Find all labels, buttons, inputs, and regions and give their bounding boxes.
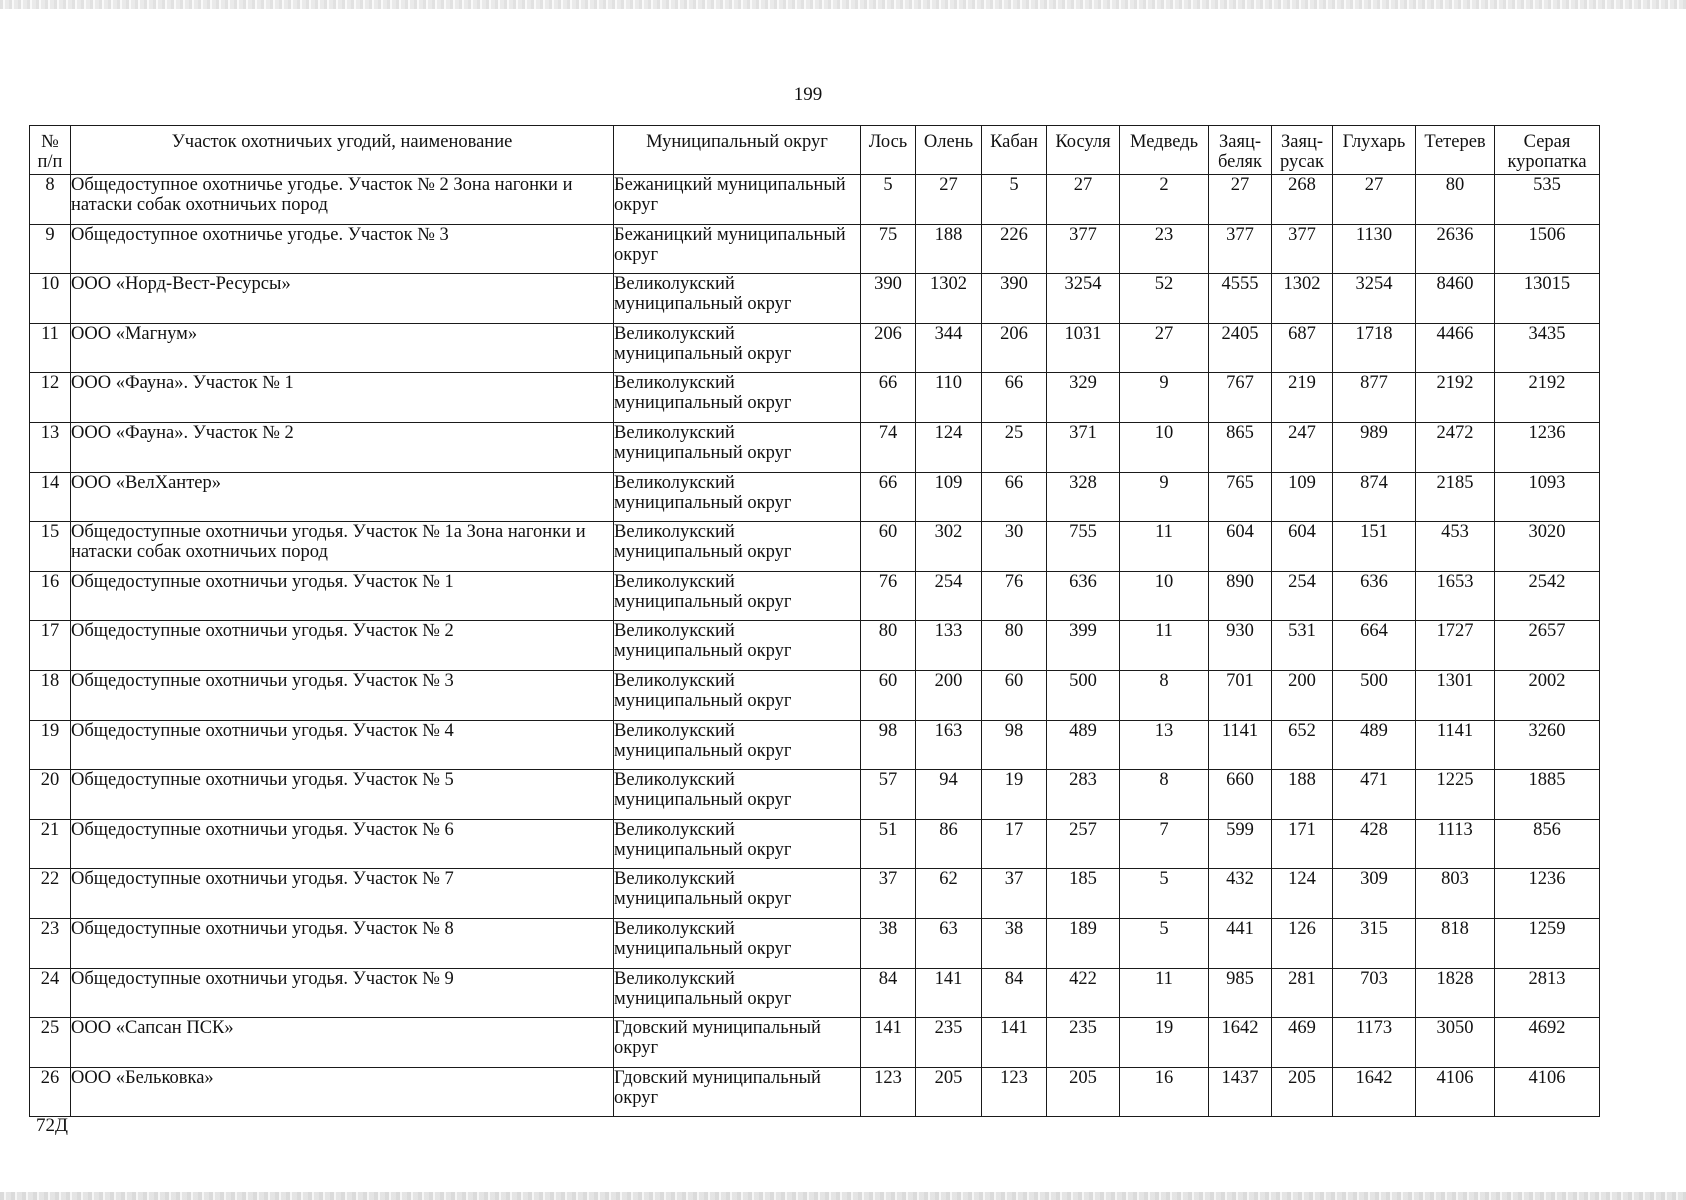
cell-black-grouse: 8460 xyxy=(1416,274,1495,324)
header-number: № п/п xyxy=(30,126,71,175)
cell-roe-deer: 377 xyxy=(1047,224,1120,274)
cell-elk: 74 xyxy=(861,422,916,472)
cell-boar: 30 xyxy=(982,522,1047,572)
table-row xyxy=(30,869,1600,919)
cell-deer: 109 xyxy=(916,472,982,522)
scan-edge-bottom xyxy=(0,1192,1686,1200)
cell-bear: 8 xyxy=(1120,670,1209,720)
table-header-row xyxy=(30,126,1600,175)
cell-capercaillie: 877 xyxy=(1333,373,1416,423)
cell-roe-deer: 3254 xyxy=(1047,274,1120,324)
cell-deer: 188 xyxy=(916,224,982,274)
cell-number: 22 xyxy=(30,869,71,919)
cell-black-grouse: 2185 xyxy=(1416,472,1495,522)
cell-grey-partridge: 2542 xyxy=(1495,571,1600,621)
cell-area-name: ООО «Норд-Вест-Ресурсы» xyxy=(71,274,614,324)
cell-black-grouse: 818 xyxy=(1416,918,1495,968)
cell-brown-hare: 687 xyxy=(1272,323,1333,373)
header-bear: Медведь xyxy=(1120,126,1209,175)
cell-municipal-district: Великолукский муниципальный округ xyxy=(614,819,861,869)
cell-brown-hare: 377 xyxy=(1272,224,1333,274)
cell-bear: 11 xyxy=(1120,621,1209,671)
cell-deer: 1302 xyxy=(916,274,982,324)
cell-elk: 80 xyxy=(861,621,916,671)
cell-roe-deer: 371 xyxy=(1047,422,1120,472)
page-number: 199 xyxy=(793,84,823,105)
cell-area-name: ООО «Бельковка» xyxy=(71,1067,614,1117)
cell-grey-partridge: 2657 xyxy=(1495,621,1600,671)
table-row xyxy=(30,373,1600,423)
cell-capercaillie: 500 xyxy=(1333,670,1416,720)
cell-boar: 19 xyxy=(982,770,1047,820)
cell-brown-hare: 531 xyxy=(1272,621,1333,671)
header-elk: Лось xyxy=(861,126,916,175)
cell-area-name: Общедоступное охотничье угодье. Участок № 3 xyxy=(71,224,614,274)
cell-municipal-district: Великолукский муниципальный округ xyxy=(614,323,861,373)
cell-brown-hare: 188 xyxy=(1272,770,1333,820)
cell-capercaillie: 1718 xyxy=(1333,323,1416,373)
cell-mountain-hare: 2405 xyxy=(1209,323,1272,373)
cell-mountain-hare: 604 xyxy=(1209,522,1272,572)
cell-grey-partridge: 4692 xyxy=(1495,1018,1600,1068)
cell-mountain-hare: 767 xyxy=(1209,373,1272,423)
cell-municipal-district: Бежаницкий муниципальный округ xyxy=(614,224,861,274)
cell-brown-hare: 219 xyxy=(1272,373,1333,423)
cell-municipal-district: Великолукский муниципальный округ xyxy=(614,670,861,720)
cell-grey-partridge: 13015 xyxy=(1495,274,1600,324)
table-row xyxy=(30,224,1600,274)
table-row xyxy=(30,621,1600,671)
cell-boar: 98 xyxy=(982,720,1047,770)
cell-number: 15 xyxy=(30,522,71,572)
cell-mountain-hare: 4555 xyxy=(1209,274,1272,324)
cell-number: 20 xyxy=(30,770,71,820)
cell-elk: 51 xyxy=(861,819,916,869)
cell-black-grouse: 80 xyxy=(1416,175,1495,225)
cell-municipal-district: Великолукский муниципальный округ xyxy=(614,373,861,423)
cell-black-grouse: 1301 xyxy=(1416,670,1495,720)
cell-boar: 60 xyxy=(982,670,1047,720)
cell-mountain-hare: 701 xyxy=(1209,670,1272,720)
cell-deer: 163 xyxy=(916,720,982,770)
header-boar: Кабан xyxy=(982,126,1047,175)
cell-deer: 110 xyxy=(916,373,982,423)
cell-boar: 206 xyxy=(982,323,1047,373)
cell-brown-hare: 205 xyxy=(1272,1067,1333,1117)
cell-brown-hare: 171 xyxy=(1272,819,1333,869)
cell-black-grouse: 2192 xyxy=(1416,373,1495,423)
cell-capercaillie: 151 xyxy=(1333,522,1416,572)
cell-roe-deer: 636 xyxy=(1047,571,1120,621)
cell-elk: 75 xyxy=(861,224,916,274)
cell-area-name: Общедоступные охотничьи угодья. Участок № 3 xyxy=(71,670,614,720)
cell-black-grouse: 1653 xyxy=(1416,571,1495,621)
cell-number: 21 xyxy=(30,819,71,869)
cell-capercaillie: 1642 xyxy=(1333,1067,1416,1117)
cell-area-name: Общедоступные охотничьи угодья. Участок № 8 xyxy=(71,918,614,968)
cell-brown-hare: 254 xyxy=(1272,571,1333,621)
table-row xyxy=(30,175,1600,225)
cell-grey-partridge: 1506 xyxy=(1495,224,1600,274)
cell-area-name: ООО «Магнум» xyxy=(71,323,614,373)
cell-elk: 60 xyxy=(861,670,916,720)
cell-capercaillie: 636 xyxy=(1333,571,1416,621)
cell-boar: 5 xyxy=(982,175,1047,225)
cell-elk: 123 xyxy=(861,1067,916,1117)
cell-municipal-district: Бежаницкий муниципальный округ xyxy=(614,175,861,225)
header-black-grouse: Тетерев xyxy=(1416,126,1495,175)
cell-boar: 141 xyxy=(982,1018,1047,1068)
cell-roe-deer: 1031 xyxy=(1047,323,1120,373)
cell-mountain-hare: 985 xyxy=(1209,968,1272,1018)
cell-brown-hare: 247 xyxy=(1272,422,1333,472)
cell-black-grouse: 803 xyxy=(1416,869,1495,919)
cell-area-name: Общедоступные охотничьи угодья. Участок № 7 xyxy=(71,869,614,919)
cell-deer: 133 xyxy=(916,621,982,671)
cell-roe-deer: 27 xyxy=(1047,175,1120,225)
cell-roe-deer: 205 xyxy=(1047,1067,1120,1117)
header-municipal-district: Муниципальный округ xyxy=(614,126,861,175)
cell-capercaillie: 1130 xyxy=(1333,224,1416,274)
cell-black-grouse: 4466 xyxy=(1416,323,1495,373)
cell-bear: 52 xyxy=(1120,274,1209,324)
table-row xyxy=(30,720,1600,770)
cell-grey-partridge: 3260 xyxy=(1495,720,1600,770)
cell-elk: 57 xyxy=(861,770,916,820)
cell-deer: 302 xyxy=(916,522,982,572)
header-area-name: Участок охотничьих угодий, наименование xyxy=(71,126,614,175)
cell-elk: 390 xyxy=(861,274,916,324)
cell-boar: 66 xyxy=(982,472,1047,522)
cell-elk: 37 xyxy=(861,869,916,919)
cell-roe-deer: 755 xyxy=(1047,522,1120,572)
cell-boar: 17 xyxy=(982,819,1047,869)
cell-bear: 27 xyxy=(1120,323,1209,373)
cell-number: 9 xyxy=(30,224,71,274)
header-roe-deer: Косуля xyxy=(1047,126,1120,175)
cell-area-name: Общедоступные охотничьи угодья. Участок № 9 xyxy=(71,968,614,1018)
cell-bear: 7 xyxy=(1120,819,1209,869)
cell-capercaillie: 489 xyxy=(1333,720,1416,770)
cell-number: 19 xyxy=(30,720,71,770)
cell-boar: 390 xyxy=(982,274,1047,324)
cell-brown-hare: 281 xyxy=(1272,968,1333,1018)
header-capercaillie: Глухарь xyxy=(1333,126,1416,175)
cell-number: 8 xyxy=(30,175,71,225)
cell-mountain-hare: 1642 xyxy=(1209,1018,1272,1068)
cell-roe-deer: 328 xyxy=(1047,472,1120,522)
cell-elk: 141 xyxy=(861,1018,916,1068)
cell-bear: 9 xyxy=(1120,472,1209,522)
cell-municipal-district: Великолукский муниципальный округ xyxy=(614,422,861,472)
cell-number: 14 xyxy=(30,472,71,522)
cell-grey-partridge: 2002 xyxy=(1495,670,1600,720)
cell-capercaillie: 3254 xyxy=(1333,274,1416,324)
table-row xyxy=(30,1018,1600,1068)
cell-bear: 10 xyxy=(1120,422,1209,472)
table-row xyxy=(30,571,1600,621)
cell-roe-deer: 399 xyxy=(1047,621,1120,671)
cell-brown-hare: 124 xyxy=(1272,869,1333,919)
cell-area-name: Общедоступные охотничьи угодья. Участок № 4 xyxy=(71,720,614,770)
cell-number: 17 xyxy=(30,621,71,671)
cell-number: 23 xyxy=(30,918,71,968)
cell-mountain-hare: 660 xyxy=(1209,770,1272,820)
cell-brown-hare: 469 xyxy=(1272,1018,1333,1068)
cell-deer: 141 xyxy=(916,968,982,1018)
cell-boar: 38 xyxy=(982,918,1047,968)
cell-area-name: Общедоступные охотничьи угодья. Участок № 1а Зона нагонки и натаски собак охотничьих пород xyxy=(71,522,614,572)
cell-bear: 19 xyxy=(1120,1018,1209,1068)
cell-boar: 84 xyxy=(982,968,1047,1018)
cell-roe-deer: 422 xyxy=(1047,968,1120,1018)
cell-area-name: Общедоступные охотничьи угодья. Участок № 2 xyxy=(71,621,614,671)
cell-mountain-hare: 441 xyxy=(1209,918,1272,968)
cell-boar: 76 xyxy=(982,571,1047,621)
table-row xyxy=(30,670,1600,720)
cell-bear: 2 xyxy=(1120,175,1209,225)
scan-edge-top xyxy=(0,0,1686,9)
table-row xyxy=(30,918,1600,968)
cell-number: 26 xyxy=(30,1067,71,1117)
cell-deer: 205 xyxy=(916,1067,982,1117)
cell-brown-hare: 1302 xyxy=(1272,274,1333,324)
cell-boar: 37 xyxy=(982,869,1047,919)
cell-bear: 10 xyxy=(1120,571,1209,621)
cell-area-name: ООО «Сапсан ПСК» xyxy=(71,1018,614,1068)
cell-municipal-district: Великолукский муниципальный округ xyxy=(614,968,861,1018)
cell-grey-partridge: 1885 xyxy=(1495,770,1600,820)
cell-roe-deer: 185 xyxy=(1047,869,1120,919)
cell-roe-deer: 235 xyxy=(1047,1018,1120,1068)
cell-deer: 62 xyxy=(916,869,982,919)
cell-black-grouse: 453 xyxy=(1416,522,1495,572)
cell-roe-deer: 257 xyxy=(1047,819,1120,869)
cell-municipal-district: Гдовский муниципальный округ xyxy=(614,1018,861,1068)
cell-roe-deer: 283 xyxy=(1047,770,1120,820)
cell-bear: 9 xyxy=(1120,373,1209,423)
cell-number: 25 xyxy=(30,1018,71,1068)
cell-area-name: ООО «ВелХантер» xyxy=(71,472,614,522)
cell-grey-partridge: 4106 xyxy=(1495,1067,1600,1117)
cell-mountain-hare: 765 xyxy=(1209,472,1272,522)
table-row xyxy=(30,770,1600,820)
cell-brown-hare: 109 xyxy=(1272,472,1333,522)
cell-municipal-district: Великолукский муниципальный округ xyxy=(614,869,861,919)
cell-deer: 63 xyxy=(916,918,982,968)
cell-elk: 84 xyxy=(861,968,916,1018)
cell-grey-partridge: 535 xyxy=(1495,175,1600,225)
cell-grey-partridge: 2813 xyxy=(1495,968,1600,1018)
cell-number: 24 xyxy=(30,968,71,1018)
cell-brown-hare: 604 xyxy=(1272,522,1333,572)
table-row xyxy=(30,819,1600,869)
cell-area-name: Общедоступные охотничьи угодья. Участок № 5 xyxy=(71,770,614,820)
cell-bear: 8 xyxy=(1120,770,1209,820)
cell-bear: 23 xyxy=(1120,224,1209,274)
cell-capercaillie: 703 xyxy=(1333,968,1416,1018)
cell-black-grouse: 4106 xyxy=(1416,1067,1495,1117)
table-body xyxy=(30,175,1600,1117)
cell-bear: 11 xyxy=(1120,522,1209,572)
cell-boar: 226 xyxy=(982,224,1047,274)
cell-mountain-hare: 890 xyxy=(1209,571,1272,621)
cell-black-grouse: 1113 xyxy=(1416,819,1495,869)
cell-deer: 124 xyxy=(916,422,982,472)
cell-deer: 27 xyxy=(916,175,982,225)
table-row xyxy=(30,1067,1600,1117)
header-mountain-hare: Заяц-беляк xyxy=(1209,126,1272,175)
cell-capercaillie: 315 xyxy=(1333,918,1416,968)
cell-area-name: Общедоступные охотничьи угодья. Участок № 6 xyxy=(71,819,614,869)
table-row xyxy=(30,522,1600,572)
cell-black-grouse: 1141 xyxy=(1416,720,1495,770)
cell-grey-partridge: 1236 xyxy=(1495,422,1600,472)
cell-mountain-hare: 1141 xyxy=(1209,720,1272,770)
cell-roe-deer: 189 xyxy=(1047,918,1120,968)
cell-black-grouse: 2636 xyxy=(1416,224,1495,274)
cell-capercaillie: 989 xyxy=(1333,422,1416,472)
cell-elk: 98 xyxy=(861,720,916,770)
cell-grey-partridge: 856 xyxy=(1495,819,1600,869)
cell-elk: 60 xyxy=(861,522,916,572)
cell-capercaillie: 664 xyxy=(1333,621,1416,671)
header-deer: Олень xyxy=(916,126,982,175)
cell-elk: 206 xyxy=(861,323,916,373)
cell-municipal-district: Великолукский муниципальный округ xyxy=(614,720,861,770)
cell-boar: 66 xyxy=(982,373,1047,423)
cell-grey-partridge: 1259 xyxy=(1495,918,1600,968)
footer-code: 72Д xyxy=(36,1115,68,1136)
cell-boar: 25 xyxy=(982,422,1047,472)
cell-deer: 344 xyxy=(916,323,982,373)
cell-number: 10 xyxy=(30,274,71,324)
cell-capercaillie: 1173 xyxy=(1333,1018,1416,1068)
cell-grey-partridge: 1093 xyxy=(1495,472,1600,522)
cell-mountain-hare: 1437 xyxy=(1209,1067,1272,1117)
cell-capercaillie: 428 xyxy=(1333,819,1416,869)
cell-brown-hare: 126 xyxy=(1272,918,1333,968)
table-row xyxy=(30,274,1600,324)
cell-roe-deer: 500 xyxy=(1047,670,1120,720)
cell-municipal-district: Гдовский муниципальный округ xyxy=(614,1067,861,1117)
cell-bear: 11 xyxy=(1120,968,1209,1018)
cell-municipal-district: Великолукский муниципальный округ xyxy=(614,472,861,522)
cell-roe-deer: 329 xyxy=(1047,373,1120,423)
cell-brown-hare: 652 xyxy=(1272,720,1333,770)
cell-deer: 200 xyxy=(916,670,982,720)
cell-brown-hare: 268 xyxy=(1272,175,1333,225)
cell-deer: 86 xyxy=(916,819,982,869)
cell-black-grouse: 1225 xyxy=(1416,770,1495,820)
cell-municipal-district: Великолукский муниципальный округ xyxy=(614,770,861,820)
cell-municipal-district: Великолукский муниципальный округ xyxy=(614,522,861,572)
cell-municipal-district: Великолукский муниципальный округ xyxy=(614,274,861,324)
cell-black-grouse: 1828 xyxy=(1416,968,1495,1018)
cell-black-grouse: 2472 xyxy=(1416,422,1495,472)
cell-capercaillie: 309 xyxy=(1333,869,1416,919)
table-row xyxy=(30,323,1600,373)
cell-number: 11 xyxy=(30,323,71,373)
table-row xyxy=(30,968,1600,1018)
cell-bear: 5 xyxy=(1120,918,1209,968)
cell-boar: 80 xyxy=(982,621,1047,671)
cell-elk: 66 xyxy=(861,373,916,423)
cell-number: 13 xyxy=(30,422,71,472)
cell-area-name: Общедоступное охотничье угодье. Участок № 2 Зона нагонки и натаски собак охотничьих пород xyxy=(71,175,614,225)
cell-deer: 94 xyxy=(916,770,982,820)
cell-mountain-hare: 377 xyxy=(1209,224,1272,274)
cell-roe-deer: 489 xyxy=(1047,720,1120,770)
cell-black-grouse: 1727 xyxy=(1416,621,1495,671)
cell-grey-partridge: 3020 xyxy=(1495,522,1600,572)
cell-number: 18 xyxy=(30,670,71,720)
cell-municipal-district: Великолукский муниципальный округ xyxy=(614,621,861,671)
cell-grey-partridge: 1236 xyxy=(1495,869,1600,919)
cell-brown-hare: 200 xyxy=(1272,670,1333,720)
cell-area-name: Общедоступные охотничьи угодья. Участок № 1 xyxy=(71,571,614,621)
cell-municipal-district: Великолукский муниципальный округ xyxy=(614,571,861,621)
cell-deer: 254 xyxy=(916,571,982,621)
cell-mountain-hare: 599 xyxy=(1209,819,1272,869)
cell-mountain-hare: 930 xyxy=(1209,621,1272,671)
cell-elk: 66 xyxy=(861,472,916,522)
cell-bear: 16 xyxy=(1120,1067,1209,1117)
cell-municipal-district: Великолукский муниципальный округ xyxy=(614,918,861,968)
cell-elk: 5 xyxy=(861,175,916,225)
cell-mountain-hare: 27 xyxy=(1209,175,1272,225)
cell-black-grouse: 3050 xyxy=(1416,1018,1495,1068)
cell-mountain-hare: 432 xyxy=(1209,869,1272,919)
cell-bear: 5 xyxy=(1120,869,1209,919)
cell-capercaillie: 874 xyxy=(1333,472,1416,522)
cell-grey-partridge: 3435 xyxy=(1495,323,1600,373)
header-grey-partridge: Серая куропатка xyxy=(1495,126,1600,175)
cell-boar: 123 xyxy=(982,1067,1047,1117)
cell-area-name: ООО «Фауна». Участок № 2 xyxy=(71,422,614,472)
table-row xyxy=(30,422,1600,472)
cell-area-name: ООО «Фауна». Участок № 1 xyxy=(71,373,614,423)
cell-capercaillie: 27 xyxy=(1333,175,1416,225)
header-brown-hare: Заяц-русак xyxy=(1272,126,1333,175)
cell-elk: 76 xyxy=(861,571,916,621)
cell-number: 12 xyxy=(30,373,71,423)
cell-deer: 235 xyxy=(916,1018,982,1068)
cell-elk: 38 xyxy=(861,918,916,968)
table-row xyxy=(30,472,1600,522)
hunting-grounds-table xyxy=(29,125,1600,1117)
cell-grey-partridge: 2192 xyxy=(1495,373,1600,423)
cell-mountain-hare: 865 xyxy=(1209,422,1272,472)
cell-capercaillie: 471 xyxy=(1333,770,1416,820)
cell-bear: 13 xyxy=(1120,720,1209,770)
cell-number: 16 xyxy=(30,571,71,621)
